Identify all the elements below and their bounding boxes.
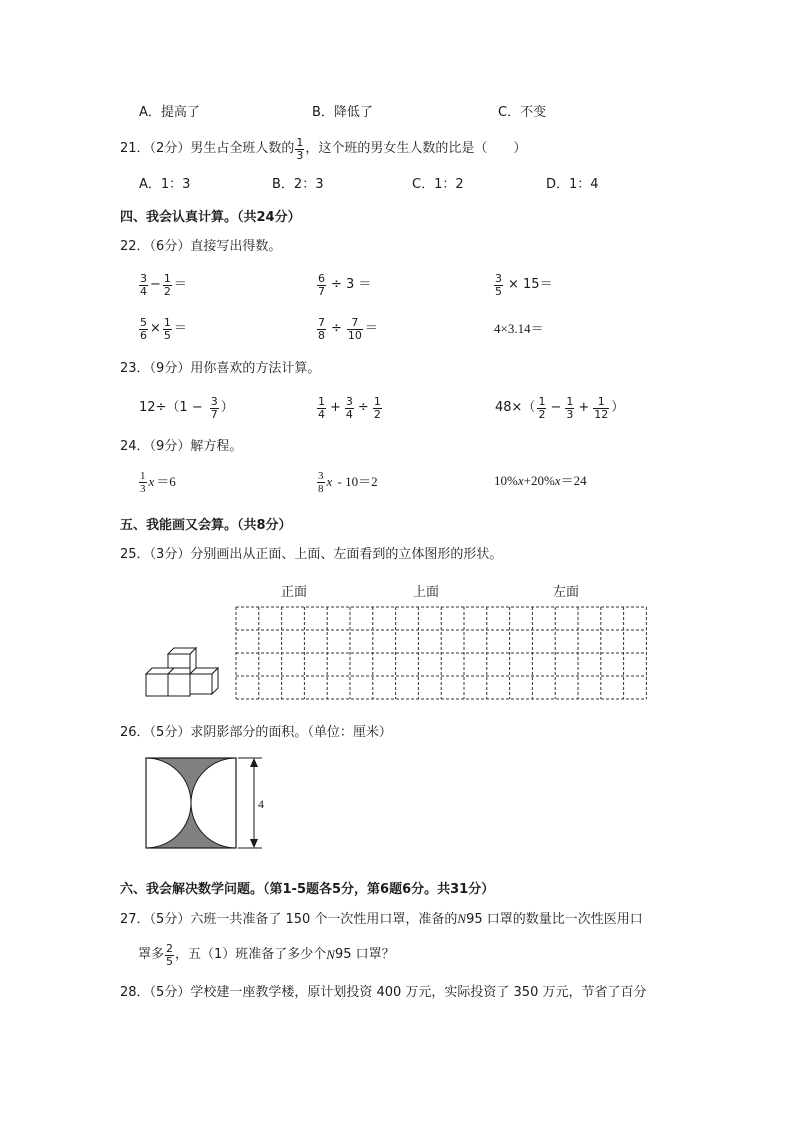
- fraction: [317, 396, 326, 421]
- arrow-up-icon: [250, 758, 258, 767]
- q23-expr-2: [316, 390, 383, 426]
- fraction: [317, 317, 326, 342]
- frac-den: 12: [594, 407, 609, 421]
- section-4-title: 四、我会认真计算。（共24分）: [120, 210, 301, 225]
- fraction: [139, 273, 148, 298]
- q21-option-b: B．2：3: [272, 177, 324, 192]
- operator: ÷: [331, 321, 342, 336]
- variable-x: x: [326, 474, 333, 489]
- frac-num: 7: [351, 315, 359, 329]
- text-run: 95 口罩？: [334, 947, 395, 962]
- cube-face: [146, 674, 168, 696]
- eq-rest: ＝24: [560, 473, 587, 488]
- frac-den: 3: [140, 482, 146, 495]
- cube-face: [190, 674, 212, 694]
- q25-label-left: 左面: [553, 585, 580, 600]
- eq-part: +20%: [523, 473, 555, 488]
- frac-num: 1: [538, 394, 546, 408]
- drawing-grid[interactable]: [235, 606, 647, 700]
- frac-num: 1: [163, 315, 171, 329]
- frac-den: 3: [566, 407, 574, 421]
- operator: +: [330, 400, 341, 415]
- operator: +: [578, 400, 590, 415]
- fraction: [163, 273, 172, 298]
- frac-num: 3: [318, 469, 324, 482]
- frac-den: 7: [210, 407, 218, 421]
- variable-x: x: [554, 473, 561, 488]
- frac-den: 4: [140, 284, 147, 298]
- q21-frac-num: 1: [296, 135, 304, 149]
- q21-option-d: D．1：4: [546, 177, 599, 192]
- fraction: [494, 273, 503, 298]
- q27-line-2: [138, 938, 395, 972]
- frac-num: 1: [163, 271, 171, 285]
- frac-num: 2: [166, 941, 174, 955]
- q21-fraction: [295, 137, 304, 162]
- frac-num: 3: [495, 271, 502, 285]
- operator: ×: [150, 321, 161, 336]
- cube-face: [168, 674, 190, 696]
- frac-num: 6: [318, 271, 325, 285]
- fraction: [345, 396, 354, 421]
- q24-eq-2: [316, 464, 379, 500]
- fraction: [317, 273, 326, 298]
- q21-option-a: A．1：3: [139, 177, 191, 192]
- frac-num: 1: [318, 394, 325, 408]
- variable-x: x: [148, 474, 155, 489]
- fraction: [347, 317, 363, 342]
- q25-stem: 25．（3分）分别画出从正面、上面、左面看到的立体图形的形状。: [120, 547, 503, 562]
- q24-eq-3: [494, 472, 587, 490]
- frac-den: 8: [318, 328, 325, 342]
- cube-stack-figure: [140, 640, 224, 704]
- q23-expr-3: [494, 390, 625, 426]
- q20-option-b: B．降低了: [312, 105, 373, 120]
- expr-prefix: 12÷（1 −: [139, 400, 203, 415]
- frac-num: 3: [140, 271, 147, 285]
- q23-expr-1: [138, 390, 235, 426]
- q21-suffix: ，这个班的男女生人数的比是（ ）: [305, 141, 527, 156]
- q22-expr-5: [316, 312, 379, 346]
- frac-num: 1: [140, 469, 146, 482]
- frac-num: 1: [373, 394, 381, 408]
- frac-num: 3: [210, 394, 218, 408]
- text-run: ，五（1）班准备了多少个: [175, 947, 327, 962]
- frac-den: 7: [318, 284, 325, 298]
- text-run: 罩多: [138, 947, 165, 962]
- frac-num: 3: [345, 394, 353, 408]
- equals: ＝: [364, 321, 378, 336]
- fraction: [163, 317, 172, 342]
- text-run: N: [326, 947, 335, 962]
- fraction: [373, 396, 382, 421]
- fraction: [537, 396, 546, 421]
- q21-option-c: C．1：2: [412, 177, 464, 192]
- q26-stem: 26．（5分）求阴影部分的面积。（单位：厘米）: [120, 725, 392, 740]
- frac-num: 1: [597, 394, 605, 408]
- text-run: N: [457, 911, 467, 926]
- q22-expr-6: 4×3.14＝: [494, 321, 544, 336]
- frac-den: 4: [345, 407, 353, 421]
- q21-prefix: 21．（2分）男生占全班人数的: [120, 141, 295, 156]
- q27-line-1: [120, 910, 643, 929]
- frac-num: 7: [318, 315, 325, 329]
- text-run: 27．（5分）六班一共准备了 150 个一次性用口罩，准备的: [120, 912, 458, 927]
- fraction: [593, 396, 609, 421]
- q22-expr-1: [138, 268, 188, 302]
- fraction: [139, 470, 147, 495]
- expr-rest: ÷ 3 ＝: [331, 277, 372, 292]
- dimension-label: 4: [258, 797, 264, 811]
- q25-label-front: 正面: [281, 585, 308, 600]
- expr-rest: × 15＝: [508, 277, 553, 292]
- q22-expr-2: [316, 268, 372, 302]
- operator: ÷: [357, 400, 369, 415]
- fraction: [565, 396, 574, 421]
- q21-stem: [120, 132, 526, 166]
- section-6-title: 六、我会解决数学问题。（第1-5题各5分，第6题6分。共31分）: [120, 882, 495, 897]
- q20-option-c: C．不变: [498, 105, 547, 120]
- frac-den: 2: [538, 407, 546, 421]
- frac-den: 2: [163, 284, 171, 298]
- q28-line-1: 28．（5分）学校建一座教学楼，原计划投资 400 万元，实际投资了 350 万元，节省了百分: [120, 985, 647, 1000]
- q23-stem: 23．（9分）用你喜欢的方法计算。: [120, 361, 321, 376]
- text-run: 95 口罩的数量比一次性医用口: [466, 912, 643, 927]
- fraction: [139, 317, 148, 342]
- q25-label-top: 上面: [413, 585, 440, 600]
- frac-den: 5: [163, 328, 171, 342]
- operator: −: [550, 400, 562, 415]
- operator: −: [150, 277, 161, 292]
- variable-x: x: [517, 473, 524, 488]
- q22-expr-3: [493, 268, 554, 302]
- frac-den: 2: [373, 407, 381, 421]
- q22-stem: 22．（6分）直接写出得数。: [120, 239, 282, 254]
- q22-expr-4: [138, 312, 188, 346]
- frac-den: 4: [318, 407, 325, 421]
- q20-option-a: A．提高了: [139, 105, 200, 120]
- q24-eq-1: [138, 464, 177, 500]
- fraction: [210, 396, 219, 421]
- frac-den: 6: [140, 328, 147, 342]
- equals: ＝: [173, 277, 187, 292]
- fraction: [317, 470, 325, 495]
- eq-rest: ＝6: [156, 474, 176, 489]
- expr-prefix: 48×（: [495, 400, 536, 415]
- shaded-area-figure: [138, 755, 278, 861]
- frac-den: 10: [347, 328, 362, 342]
- arrow-down-icon: [250, 839, 258, 848]
- frac-den: 5: [166, 954, 174, 968]
- frac-num: 1: [566, 394, 574, 408]
- frac-den: 8: [318, 482, 324, 495]
- section-5-title: 五、我能画又会算。（共8分）: [120, 518, 292, 533]
- q24-stem: 24．（9分）解方程。: [120, 439, 243, 454]
- frac-den: 5: [495, 284, 502, 298]
- eq-rest: - 10＝2: [334, 474, 378, 489]
- eq-part: 10%: [494, 473, 518, 488]
- q21-frac-den: 3: [296, 148, 304, 162]
- frac-num: 5: [140, 315, 147, 329]
- expr-suffix: ）: [220, 400, 234, 415]
- expr-suffix: ）: [611, 400, 625, 415]
- fraction: [165, 943, 174, 968]
- equals: ＝: [173, 321, 187, 336]
